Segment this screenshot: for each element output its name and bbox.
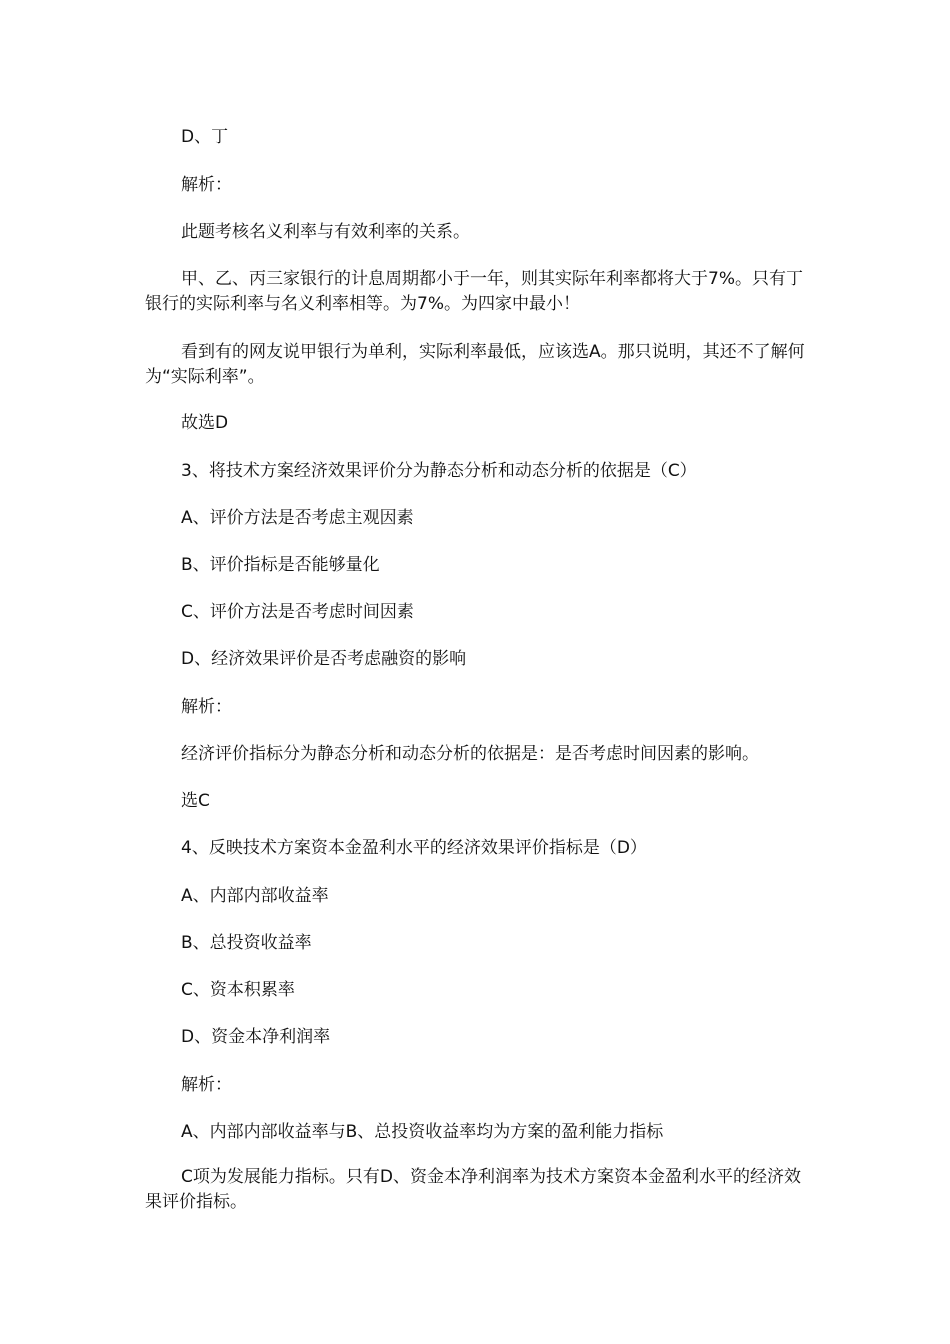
analysis-heading: 解析： [181,1075,232,1095]
option-b: B、总投资收益率 [181,933,312,953]
option-d: D、资金本净利润率 [181,1027,331,1047]
analysis-text: A、内部内部收益率与B、总投资收益率均为方案的盈利能力指标 [181,1122,664,1142]
answer-line: 故选D [181,413,229,433]
option-b: B、评价指标是否能够量化 [181,555,380,575]
analysis-text: 看到有的网友说甲银行为单利，实际利率最低，应该选A。那只说明，其还不了解何为“实际利率”。 [145,342,805,387]
question-4: 4、反映技术方案资本金盈利水平的经济效果评价指标是（D） [181,838,647,858]
analysis-text: 甲、乙、丙三家银行的计息周期都小于一年，则其实际年利率都将大于7%。只有丁银行的实际利率与名义利率相等。为7%。为四家中最小！ [145,269,803,314]
option-c: C、资本积累率 [181,980,295,1000]
question-3: 3、将技术方案经济效果评价分为静态分析和动态分析的依据是（C） [181,461,697,481]
analysis-text: 此题考核名义利率与有效利率的关系。 [181,222,470,242]
analysis-heading: 解析： [181,175,232,195]
analysis-heading: 解析： [181,697,232,717]
answer-line: 选C [181,791,210,811]
option-a: A、评价方法是否考虑主观因素 [181,508,414,528]
analysis-text: C项为发展能力指标。只有D、资金本净利润率为技术方案资本金盈利水平的经济效果评价指标。 [145,1167,801,1212]
option-c: C、评价方法是否考虑时间因素 [181,602,414,622]
option-d: D、经济效果评价是否考虑融资的影响 [181,649,467,669]
option-a: A、内部内部收益率 [181,886,329,906]
option-d-ding: D、丁 [181,127,229,147]
analysis-text: 经济评价指标分为静态分析和动态分析的依据是：是否考虑时间因素的影响。 [181,744,759,764]
